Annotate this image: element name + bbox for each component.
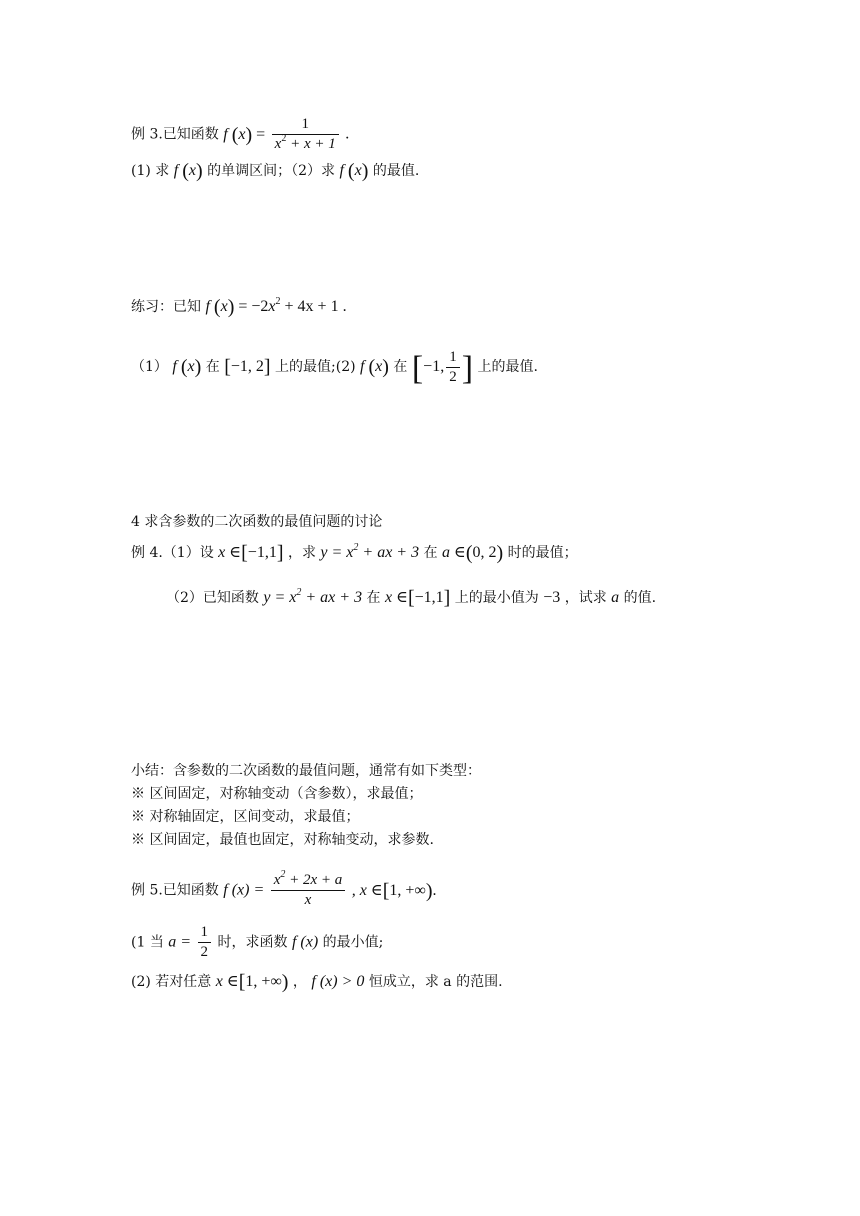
example-4-part-2: （2）已知函数 $y = x^2$ + ax + 3 在 x ∈[−1,1] 上的最小值为 −3 ，试求 a 的值. (166, 587, 657, 609)
example-4-part-1: 例 4.（1）设 x ∈[−1,1] ，求 $y = x^2$ + ax + 3 在 a ∈(0, 2) 时的最值； (131, 542, 578, 564)
example-3-statement: 例 3.已知函数 f (x) = $\frac{1}{x^2 + x + 1}$ . (131, 116, 350, 152)
example-5-part-2: (2) 若对任意 x ∈[1, +∞) ， f (x) > 0 恒成立，求 a 的范围. (131, 971, 503, 993)
summary-item: ※ 区间固定，最值也固定，对称轴变动，求参数. (131, 832, 434, 848)
section-4-heading: 4 求含参数的二次函数的最值问题的讨论 (131, 514, 383, 530)
example-5-part-1: (1 当 a = $\frac{1}{2}$ 时，求函数 f (x) 的最小值; (131, 924, 384, 960)
example-3-questions: (1) 求 f (x) 的单调区间；（2）求 f (x) 的最值. (131, 160, 420, 182)
example-5-statement: 例 5.已知函数 f (x) = $\frac{x^2 + 2x + a}{x}$ , x ∈[1, +∞). (131, 869, 437, 908)
fraction: $\frac{1}{x^2 + x + 1}$ (272, 116, 339, 153)
function-f-of-x: f (x) = (223, 123, 266, 146)
summary-title: 小结：含参数的二次函数的最值问题，通常有如下类型： (131, 763, 481, 779)
summary-item: ※ 对称轴固定，区间变动，求最值； (131, 809, 360, 825)
practice-statement: 练习：已知 f $(x) = -2x^2 + 4x + 1$ . (131, 296, 347, 318)
summary-item: ※ 区间固定，对称轴变动（含参数），求最值； (131, 786, 423, 802)
example-3-label: 例 3.已知函数 (131, 126, 219, 143)
practice-questions: （1） f (x) 在 [−1, 2] 上的最值;(2) f (x) 在 [−1, $\frac{1}{2}$ ] 上的最值. (131, 349, 538, 388)
